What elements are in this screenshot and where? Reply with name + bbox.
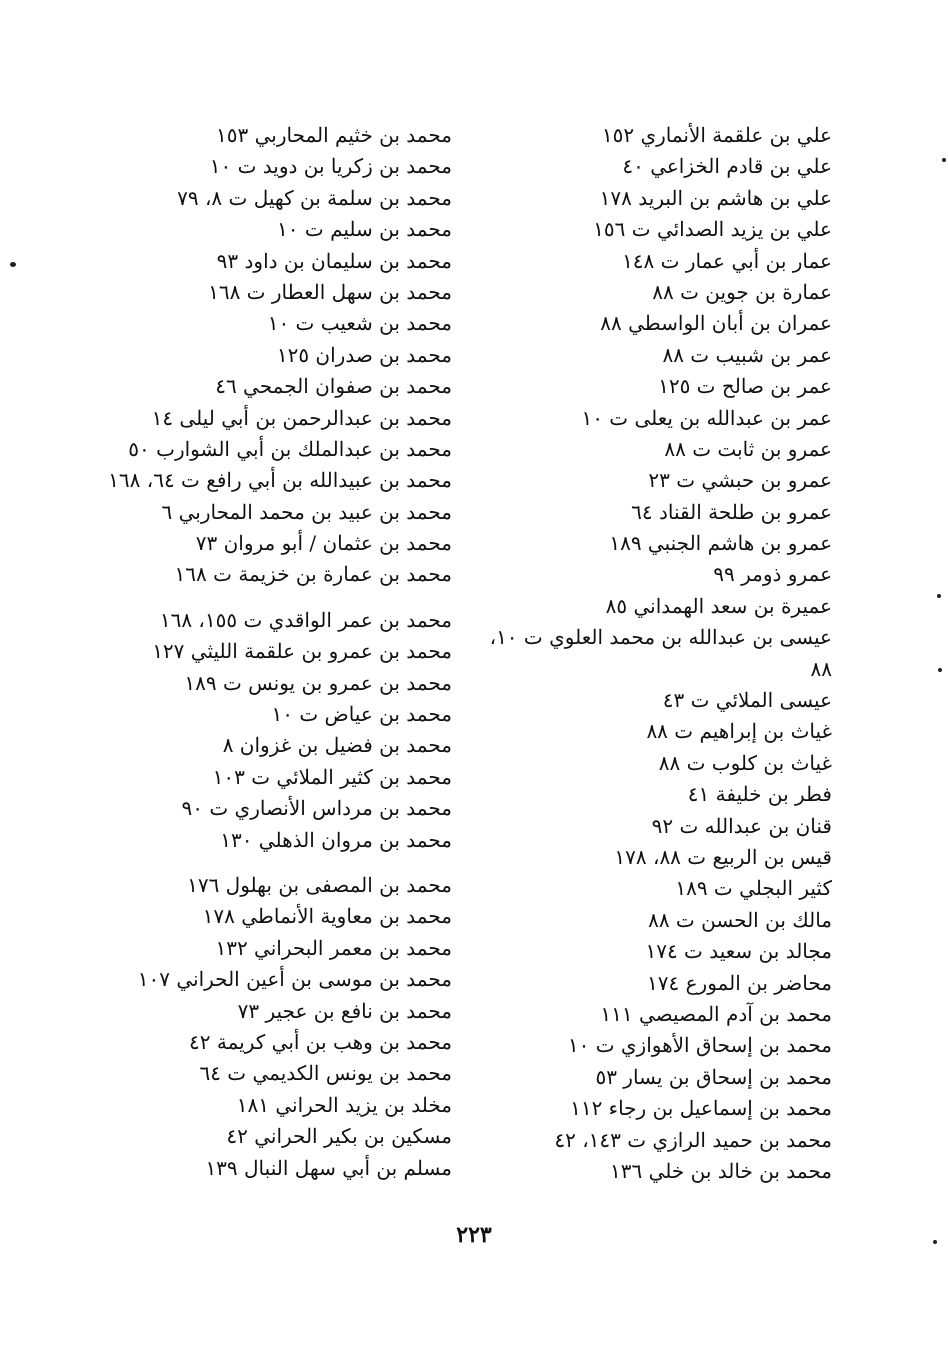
index-entry: محمد بن صفوان الجمحي ٤٦ xyxy=(215,374,452,399)
index-entry: محمد بن مرداس الأنصاري ت ٩٠ xyxy=(181,796,452,821)
scan-speck xyxy=(942,158,946,162)
index-entry: عمر بن عبدالله بن يعلى ت ١٠ xyxy=(581,405,832,430)
index-entry: علي بن علقمة الأنماري ١٥٢ xyxy=(601,123,832,147)
index-entry: عمرو بن هاشم الجنبي ١٨٩ xyxy=(609,531,832,556)
index-entry: مجالد بن سعيد ت ١٧٤ xyxy=(645,939,832,964)
index-entry: محمد بن عبيد بن محمد المحاربي ٦ xyxy=(161,499,452,524)
index-entry: مسكين بن بكير الحراني ٤٢ xyxy=(226,1124,452,1149)
index-entry: محمد بن كثير الملائي ت ١٠٣ xyxy=(212,764,452,789)
index-entry: مالك بن الحسن ت ٨٨ xyxy=(648,907,832,932)
scan-speck xyxy=(937,594,941,598)
index-entry: محمد بن عثمان / أبو مروان ٧٣ xyxy=(195,531,452,556)
index-entry: عمارة بن جوين ت ٨٨ xyxy=(652,279,832,304)
group-gap xyxy=(72,856,452,870)
index-entry: محمد بن عبدالملك بن أبي الشوارب ٥٠ xyxy=(128,436,452,461)
index-entry: عمر بن شبيب ت ٨٨ xyxy=(662,342,832,367)
index-entry: محمد بن عمر الواقدي ت ١٥٥، ١٦٨ xyxy=(159,607,452,632)
index-entry: محمد بن عبدالرحمن بن أبي ليلى ١٤ xyxy=(151,405,452,430)
index-entry: محمد بن زكريا بن دويد ت ١٠ xyxy=(209,154,452,179)
index-entry: محمد بن خالد بن خلي ١٣٦ xyxy=(610,1158,832,1183)
index-entry: محمد بن نافع بن عجير ٧٣ xyxy=(237,998,452,1023)
index-entry: فطر بن خليفة ٤١ xyxy=(687,782,832,807)
index-entry: محمد بن آدم المصيصي ١١١ xyxy=(600,1001,832,1026)
index-entry: محمد بن فضيل بن غزوان ٨ xyxy=(222,733,452,758)
index-entry: محمد بن عمرو بن علقمة الليثي ١٢٧ xyxy=(152,639,452,664)
index-entry: قيس بن الربيع ت ٨٨، ١٧٨ xyxy=(614,845,832,870)
index-entry: علي بن يزيد الصدائي ت ١٥٦ xyxy=(593,217,832,242)
index-entry: محمد بن موسى بن أعين الحراني ١٠٧ xyxy=(137,967,452,992)
index-entry: مخلد بن يزيد الحراني ١٨١ xyxy=(236,1092,452,1117)
index-entry: محمد بن سليم ت ١٠ xyxy=(277,217,452,242)
index-entry: غياث بن إبراهيم ت ٨٨ xyxy=(646,719,832,744)
index-entry: محمد بن صدران ١٢٥ xyxy=(276,342,452,367)
scan-speck xyxy=(933,1240,937,1244)
index-entry: عمران بن أبان الواسطي ٨٨ xyxy=(600,311,832,336)
index-entry: محمد بن سهل العطار ت ١٦٨ xyxy=(208,279,452,304)
index-entry: محمد بن عمرو بن يونس ت ١٨٩ xyxy=(184,670,452,695)
index-entry: محمد بن عمارة بن خزيمة ت ١٦٨ xyxy=(174,562,452,587)
index-entry: غياث بن كلوب ت ٨٨ xyxy=(658,750,832,775)
index-entry: محمد بن عياض ت ١٠ xyxy=(271,702,452,727)
index-entry: عمار بن أبي عمار ت ١٤٨ xyxy=(622,248,832,273)
index-entry: محمد بن سلمة بن كهيل ت ٨، ٧٩ xyxy=(177,185,452,210)
index-entry: عمر بن صالح ت ١٢٥ xyxy=(658,374,832,399)
index-entry: عمرو بن طلحة القناد ٦٤ xyxy=(631,499,832,524)
index-entry: محمد بن يونس الكديمي ت ٦٤ xyxy=(199,1061,452,1086)
index-entry: محمد بن شعيب ت ١٠ xyxy=(267,311,452,336)
index-entry: محمد بن إسحاق بن يسار ٥٣ xyxy=(595,1064,832,1089)
index-entry: عمرو بن ثابت ت ٨٨ xyxy=(664,436,832,461)
group-gap xyxy=(72,591,452,605)
right-column xyxy=(472,120,832,1187)
index-entry: عيسى بن عبدالله بن محمد العلوي ت ١٠، ٨٨ xyxy=(489,625,832,681)
index-entry: عميرة بن سعد الهمداني ٨٥ xyxy=(605,593,832,618)
page-number: ٢٢٣ xyxy=(456,1222,492,1248)
index-entry: محمد بن وهب بن أبي كريمة ٤٢ xyxy=(189,1029,452,1054)
index-entry: محمد بن سليمان بن داود ٩٣ xyxy=(216,248,452,273)
index-entry: محمد بن مروان الذهلي ١٣٠ xyxy=(220,827,452,852)
index-entry: قنان بن عبدالله ت ٩٢ xyxy=(651,813,832,838)
index-entry: محمد بن معمر البحراني ١٣٢ xyxy=(215,935,452,960)
index-entry: محمد بن حميد الرازي ت ١٤٣، ٤٢ xyxy=(554,1127,832,1152)
index-entry: محاضر بن المورع ١٧٤ xyxy=(647,970,832,995)
index-entry: كثير البجلي ت ١٨٩ xyxy=(675,876,832,901)
index-entry: عيسى الملائي ت ٤٣ xyxy=(662,688,832,713)
scan-speck xyxy=(938,668,942,672)
left-column xyxy=(72,120,452,1184)
index-entry: محمد بن خثيم المحاربي ١٥٣ xyxy=(216,123,452,147)
index-entry: محمد بن إسماعيل بن رجاء ١١٢ xyxy=(570,1096,832,1121)
scan-speck xyxy=(10,262,16,267)
index-entry: مسلم بن أبي سهل النبال ١٣٩ xyxy=(205,1155,452,1180)
index-entry: محمد بن معاوية الأنماطي ١٧٨ xyxy=(202,904,452,929)
index-entry: محمد بن المصفى بن بهلول ١٧٦ xyxy=(187,872,452,897)
index-entry: علي بن قادم الخزاعي ٤٠ xyxy=(622,154,832,179)
index-entry: عمرو ذومر ٩٩ xyxy=(713,562,832,587)
index-entry: محمد بن عبيدالله بن أبي رافع ت ٦٤، ١٦٨ xyxy=(108,468,452,493)
index-entry: محمد بن إسحاق الأهوازي ت ١٠ xyxy=(567,1033,832,1058)
index-entry: عمرو بن حبشي ت ٢٣ xyxy=(648,468,832,493)
index-entry: علي بن هاشم بن البريد ١٧٨ xyxy=(599,185,832,210)
